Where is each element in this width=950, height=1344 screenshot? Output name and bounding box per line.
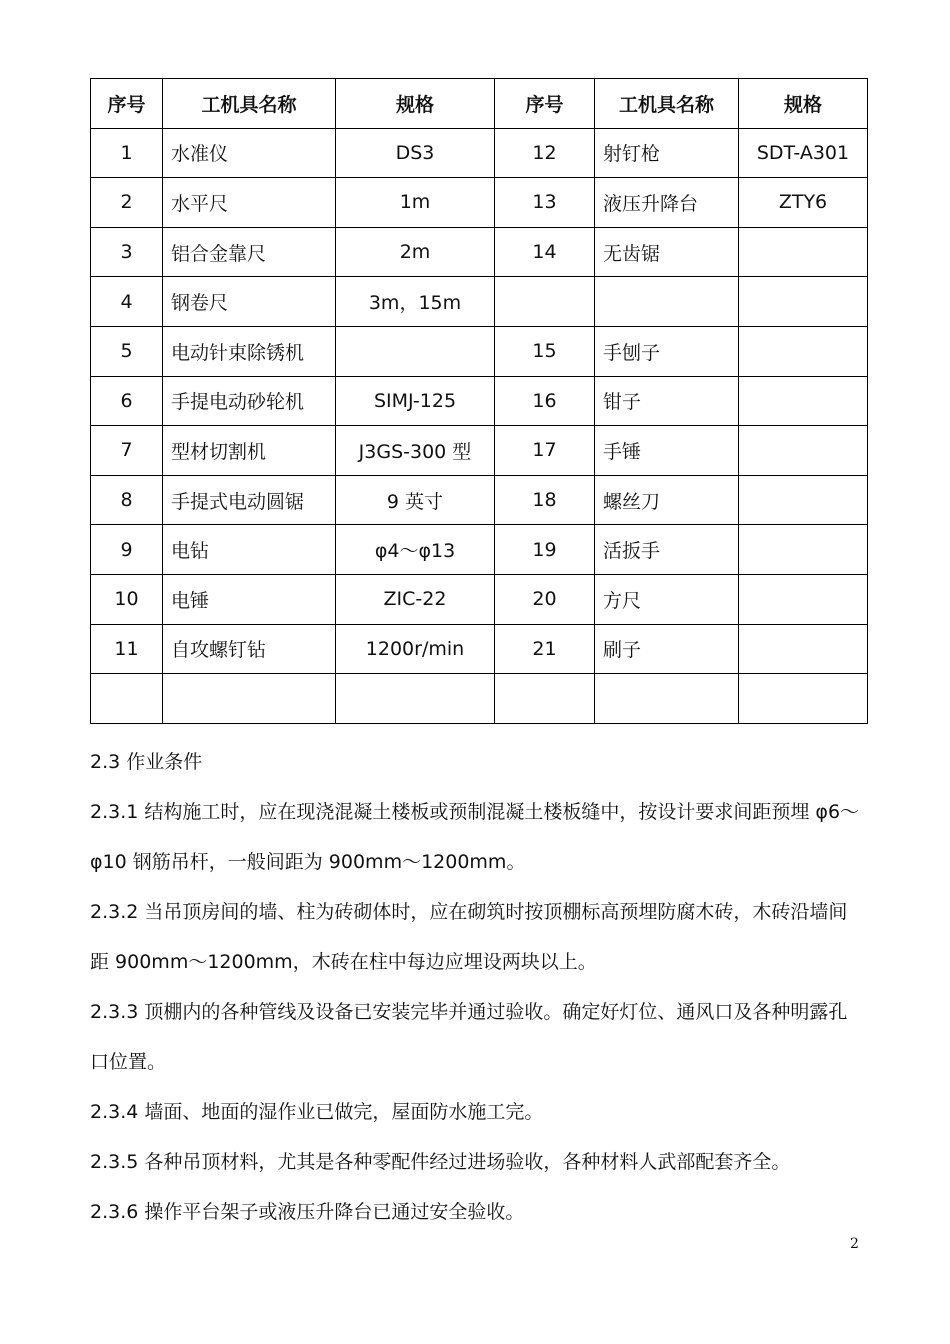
seq-cell: 19 <box>495 525 595 575</box>
tool-name-cell: 手刨子 <box>595 326 739 376</box>
tool-name-cell: 自攻螺钉钻 <box>163 624 336 674</box>
seq-cell: 14 <box>495 227 595 277</box>
seq-cell: 11 <box>91 624 163 674</box>
tool-name-cell: 钳子 <box>595 376 739 426</box>
spec-cell: J3GS-300 型 <box>336 426 495 476</box>
spec-cell <box>739 525 868 575</box>
table-row <box>91 326 868 376</box>
seq-cell <box>91 674 163 724</box>
tool-name-cell <box>595 674 739 724</box>
seq-cell: 18 <box>495 475 595 525</box>
spec-cell <box>739 426 868 476</box>
paragraph-line: 2.3.3 顶棚内的各种管线及设备已安装完毕并通过验收。确定好灯位、通风口及各种明露孔 <box>90 1001 848 1023</box>
table-header-row <box>91 79 868 129</box>
header-cell: 序号 <box>91 79 163 129</box>
spec-cell: SDT-A301 <box>739 128 868 178</box>
header-cell: 工机具名称 <box>595 79 739 129</box>
table-row <box>91 574 868 624</box>
spec-cell <box>739 624 868 674</box>
seq-cell <box>495 674 595 724</box>
seq-cell: 17 <box>495 426 595 476</box>
tool-name-cell <box>163 674 336 724</box>
spec-cell <box>739 376 868 426</box>
seq-cell: 10 <box>91 574 163 624</box>
spec-cell <box>336 326 495 376</box>
tools-table <box>90 78 868 724</box>
paragraph-line: 2.3.4 墙面、地面的湿作业已做完，屋面防水施工完。 <box>90 1101 544 1123</box>
paragraph-line: 距 900mm～1200mm，木砖在柱中每边应埋设两块以上。 <box>90 951 597 973</box>
seq-cell: 7 <box>91 426 163 476</box>
tool-name-cell: 电钻 <box>163 525 336 575</box>
tool-name-cell: 水平尺 <box>163 178 336 228</box>
tool-name-cell: 射钉枪 <box>595 128 739 178</box>
tool-name-cell: 电锤 <box>163 574 336 624</box>
spec-cell <box>739 574 868 624</box>
spec-cell: 3m，15m <box>336 277 495 327</box>
tool-name-cell: 方尺 <box>595 574 739 624</box>
table-row <box>91 426 868 476</box>
spec-cell: 2m <box>336 227 495 277</box>
header-cell: 序号 <box>495 79 595 129</box>
spec-cell: SIMJ-125 <box>336 376 495 426</box>
spec-cell <box>739 326 868 376</box>
tool-name-cell: 手提式电动圆锯 <box>163 475 336 525</box>
spec-cell <box>739 227 868 277</box>
tool-name-cell: 螺丝刀 <box>595 475 739 525</box>
seq-cell: 15 <box>495 326 595 376</box>
spec-cell: DS3 <box>336 128 495 178</box>
spec-cell: φ4～φ13 <box>336 525 495 575</box>
table-row <box>91 227 868 277</box>
table-row <box>91 128 868 178</box>
tool-name-cell: 水准仪 <box>163 128 336 178</box>
seq-cell: 4 <box>91 277 163 327</box>
spec-cell <box>336 674 495 724</box>
spec-cell <box>739 277 868 327</box>
spec-cell: 1200r/min <box>336 624 495 674</box>
seq-cell: 3 <box>91 227 163 277</box>
seq-cell: 9 <box>91 525 163 575</box>
spec-cell: ZIC-22 <box>336 574 495 624</box>
seq-cell: 12 <box>495 128 595 178</box>
table-row <box>91 624 868 674</box>
tool-name-cell: 电动针束除锈机 <box>163 326 336 376</box>
tool-name-cell: 手提电动砂轮机 <box>163 376 336 426</box>
seq-cell: 16 <box>495 376 595 426</box>
seq-cell: 1 <box>91 128 163 178</box>
table-row <box>91 674 868 724</box>
header-cell: 工机具名称 <box>163 79 336 129</box>
header-cell: 规格 <box>336 79 495 129</box>
seq-cell: 20 <box>495 574 595 624</box>
seq-cell: 2 <box>91 178 163 228</box>
table-row <box>91 475 868 525</box>
spec-cell: 9 英寸 <box>336 475 495 525</box>
paragraph-line: 口位置。 <box>90 1051 167 1073</box>
table-row <box>91 277 868 327</box>
paragraph-line: 2.3.5 各种吊顶材料，尤其是各种零配件经过进场验收，各种材料人武部配套齐全。 <box>90 1151 791 1173</box>
tool-name-cell: 液压升降台 <box>595 178 739 228</box>
spec-cell <box>739 475 868 525</box>
tool-name-cell <box>595 277 739 327</box>
paragraph-line: φ10 钢筋吊杆，一般间距为 900mm～1200mm。 <box>90 851 526 873</box>
paragraph-line: 2.3.1 结构施工时，应在现浇混凝土楼板或预制混凝土楼板缝中，按设计要求间距预埋 φ6～ <box>90 801 860 823</box>
seq-cell: 6 <box>91 376 163 426</box>
seq-cell: 8 <box>91 475 163 525</box>
seq-cell: 13 <box>495 178 595 228</box>
page-number: 2 <box>850 1236 859 1252</box>
spec-cell <box>739 674 868 724</box>
tool-name-cell: 钢卷尺 <box>163 277 336 327</box>
tool-name-cell: 刷子 <box>595 624 739 674</box>
spec-cell: ZTY6 <box>739 178 868 228</box>
table-row <box>91 178 868 228</box>
seq-cell <box>495 277 595 327</box>
tool-name-cell: 手锤 <box>595 426 739 476</box>
paragraph-line: 2.3.2 当吊顶房间的墙、柱为砖砌体时，应在砌筑时按顶棚标高预埋防腐木砖，木砖沿墙间 <box>90 901 848 923</box>
table-row <box>91 525 868 575</box>
section-heading: 2.3 作业条件 <box>90 751 203 773</box>
seq-cell: 21 <box>495 624 595 674</box>
header-cell: 规格 <box>739 79 868 129</box>
spec-cell: 1m <box>336 178 495 228</box>
tool-name-cell: 铝合金靠尺 <box>163 227 336 277</box>
tool-name-cell: 无齿锯 <box>595 227 739 277</box>
seq-cell: 5 <box>91 326 163 376</box>
paragraph-line: 2.3.6 操作平台架子或液压升降台已通过安全验收。 <box>90 1201 525 1223</box>
tool-name-cell: 型材切割机 <box>163 426 336 476</box>
table-row <box>91 376 868 426</box>
tool-name-cell: 活扳手 <box>595 525 739 575</box>
